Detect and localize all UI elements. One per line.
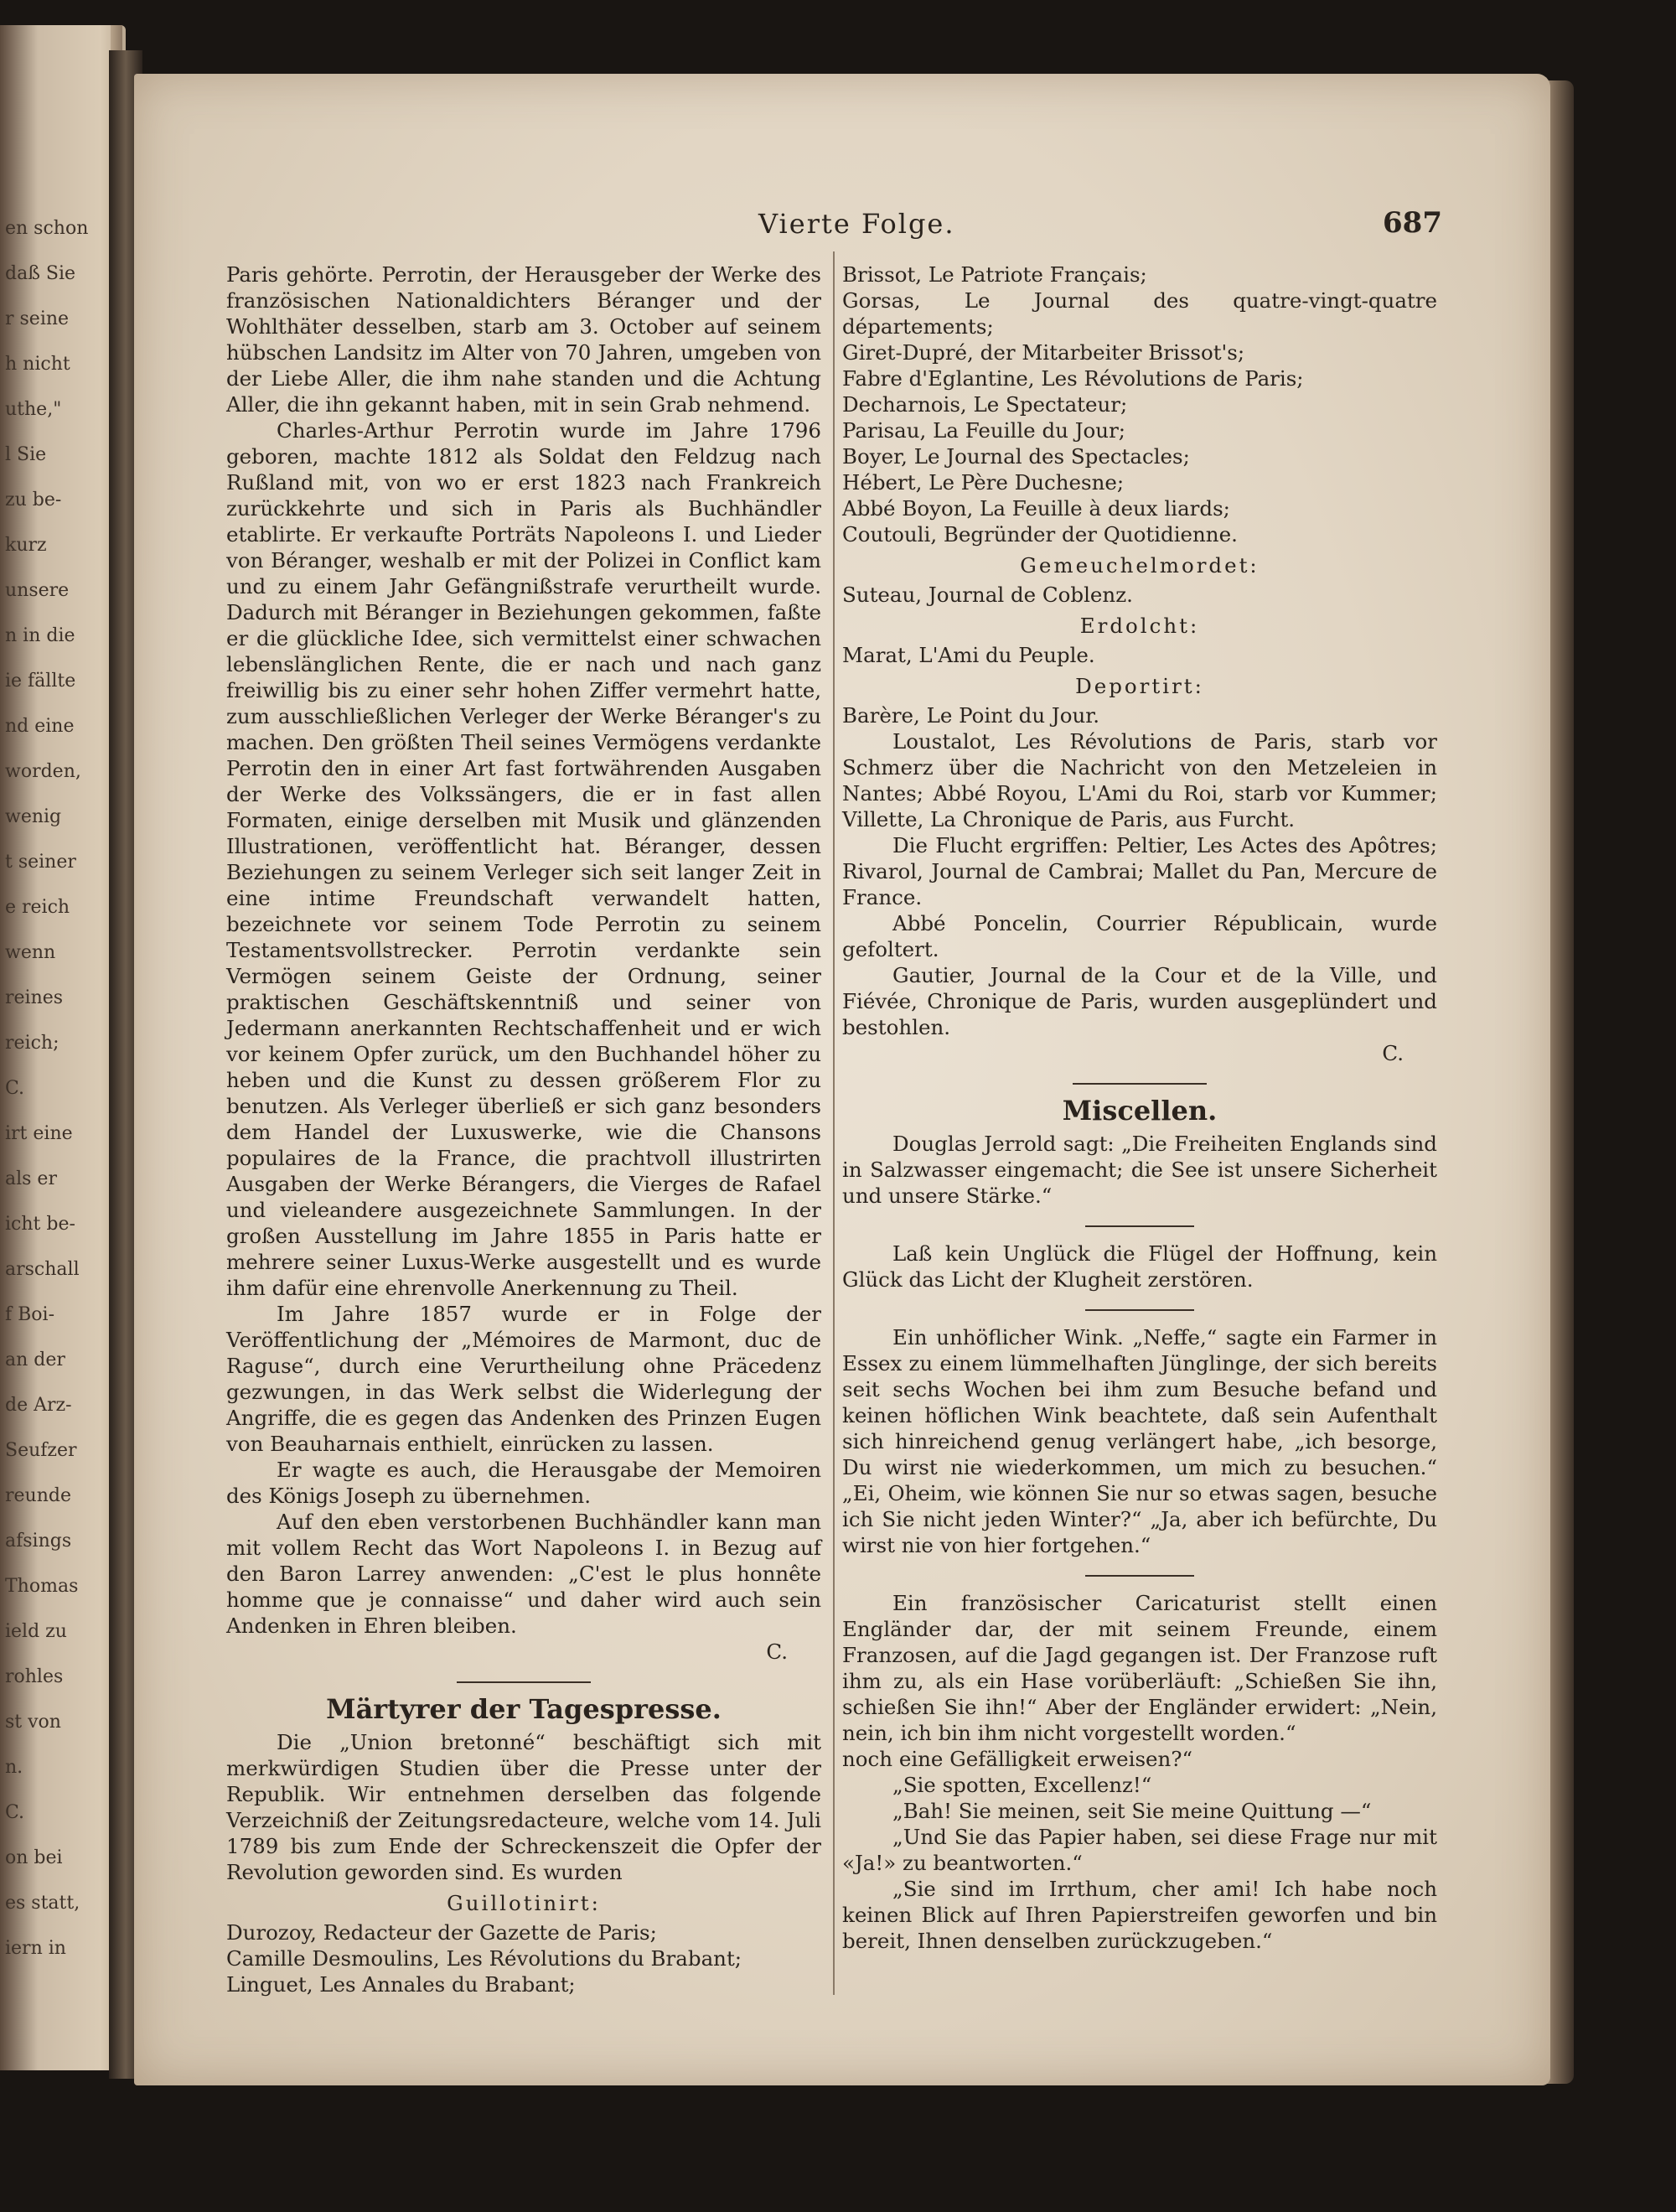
previous-page-fragment: e reich (5, 897, 70, 918)
list-item: Parisau, La Feuille du Jour; (842, 418, 1126, 443)
list-item: Coutouli, Begründer der Quotidienne. (842, 522, 1238, 547)
previous-page-fragment: unsere (5, 580, 70, 601)
list-item: Abbé Boyon, La Feuille à deux liards; (842, 496, 1230, 521)
paragraph: Die Flucht ergriffen: Peltier, Les Actes des Apôtres; Rivarol, Journal de Cambrai; Mallet du Pan, Mercure de France. (842, 833, 1437, 909)
signature: C. (1382, 1041, 1404, 1065)
paragraph: Die „Union bretonné“ beschäftigt sich mit merkwürdigen Studien über die Presse unter der Republik. Wir entnehmen derselben das folgende Verzeichniß der Zeitungsredacteure, welche vom 14. Juli 1789 bis zum Ende der Schreckenszeit die Opfer der Revolution geworden sind. Es wurden (226, 1730, 821, 1884)
section-title: Miscellen. (1062, 1095, 1218, 1127)
previous-page-fragment: wenig (5, 806, 62, 827)
subheading: Erdolcht: (1079, 614, 1200, 638)
previous-page-fragment: kurz (5, 535, 47, 556)
previous-page-fragment: iern in (5, 1938, 66, 1959)
miscellany-item: Laß kein Unglück die Flügel der Hoffnung, kein Glück das Licht der Klugheit zerstören. (842, 1241, 1437, 1292)
list-item: Linguet, Les Annales du Brabant; (226, 1972, 576, 1997)
previous-page-fragment: icht be- (5, 1214, 75, 1235)
paragraph: Er wagte es auch, die Herausgabe der Memoiren des Königs Joseph zu übernehmen. (226, 1458, 821, 1508)
paragraph: Paris gehörte. Perrotin, der Herausgeber der Werke des französischen Nationaldichters Béranger und der Wohlthäter desselben, starb am 3. October auf seinem hübschen Landsitz im Alter von 70 Jahren, umgeben von der Liebe Aller, die ihm nahe standen und die Achtung Aller, die ihn gekannt haben, mit in sein Grab nehmend. (226, 262, 821, 417)
miscellany-line: noch eine Gefälligkeit erweisen?“ (842, 1747, 1192, 1771)
previous-page-fragment: de Arz- (5, 1395, 72, 1416)
previous-page-fragment: an der (5, 1349, 65, 1370)
previous-page-fragment: wenn (5, 942, 56, 963)
list-item: Boyer, Le Journal des Spectacles; (842, 444, 1190, 469)
column-divider (833, 251, 835, 1995)
page-number: 687 (1383, 206, 1442, 240)
previous-page-fragment: f Boi- (5, 1304, 55, 1325)
previous-page-fragment: worden, (5, 761, 81, 782)
paragraph: Gautier, Journal de la Cour et de la Ville, und Fiévée, Chronique de Paris, wurden ausgeplündert und bestohlen. (842, 963, 1437, 1039)
section-title: Märtyrer der Tagespresse. (326, 1693, 722, 1725)
subheading: Guillotinirt: (447, 1891, 601, 1915)
previous-page (0, 25, 126, 2070)
previous-page-fragment: ie fällte (5, 671, 76, 692)
previous-page-fragment: r seine (5, 308, 70, 329)
previous-page-fragment: es statt, (5, 1893, 80, 1914)
previous-page-fragment: l Sie (5, 444, 47, 465)
divider-rule (1085, 1575, 1194, 1577)
signature: C. (766, 1640, 788, 1664)
list-item: Camille Desmoulins, Les Révolutions du Brabant; (226, 1946, 742, 1971)
previous-page-fragment: nd eine (5, 716, 75, 737)
list-item: Suteau, Journal de Coblenz. (842, 583, 1133, 607)
paragraph: Loustalot, Les Révolutions de Paris, starb vor Schmerz über die Nachricht von den Metzeleien in Nantes; Abbé Royou, L'Ami du Roi, starb vor Kummer; Villette, La Chronique de Paris, aus Furcht. (842, 729, 1437, 831)
list-item: Giret-Dupré, der Mitarbeiter Brissot's; (842, 340, 1245, 365)
previous-page-fragment: zu be- (5, 490, 62, 510)
previous-page-fragment: st von (5, 1712, 61, 1733)
miscellany-item: Ein französischer Caricaturist stellt einen Engländer dar, der mit seinem Freunde, einem Franzosen, auf die Jagd gegangen ist. Der Franzose ruft ihm zu, als ein Hase vorüberläuft: „Schießen Sie ihn, schießen Sie ihn!“ Aber der Engländer erwidert: „Nein, nein, ich bin ihm nicht vorgestellt worden.“ (842, 1591, 1437, 1745)
list-item: Fabre d'Eglantine, Les Révolutions de Paris; (842, 366, 1304, 391)
list-item: Barère, Le Point du Jour. (842, 703, 1100, 728)
previous-page-fragment: C. (5, 1802, 25, 1823)
paragraph: Auf den eben verstorbenen Buchhändler kann man mit vollem Recht das Wort Napoleons I. in Bezug auf den Baron Larrey anwenden: „C'est le plus honnête homme que je connaisse“ und daher wird auch sein Andenken in Ehren bleiben. (226, 1510, 821, 1638)
running-title: Vierte Folge. (758, 208, 955, 240)
previous-page-fragment: t seiner (5, 852, 76, 873)
previous-page-fragment: irt eine (5, 1123, 73, 1144)
previous-page-fragment: Seufzer (5, 1440, 77, 1461)
list-item: Brissot, Le Patriote Français; (842, 262, 1147, 287)
paragraph: Im Jahre 1857 wurde er in Folge der Veröffentlichung der „Mémoires de Marmont, duc de Raguse“, durch eine Verurtheilung ohne Präcedenz gezwungen, in das Werk selbst die Widerlegung der Angriffe, die es gegen das Andenken des Prinzen Eugen von Beauharnais enthielt, einrücken zu lassen. (226, 1302, 821, 1456)
previous-page-fragment: uthe," (5, 399, 62, 420)
previous-page-fragment: afsings (5, 1531, 72, 1552)
left-column (226, 262, 821, 1997)
previous-page-fragment: daß Sie (5, 263, 76, 284)
divider-rule (1073, 1083, 1207, 1085)
list-item: Durozoy, Redacteur der Gazette de Paris; (226, 1920, 657, 1945)
previous-page-fragment: rohles (5, 1666, 64, 1687)
list-item: Gorsas, Le Journal des quatre-vingt-quatre départements; (842, 288, 1437, 339)
paragraph: Charles-Arthur Perrotin wurde im Jahre 1796 geboren, machte 1812 als Soldat den Feldzug nach Rußland mit, von wo er erst 1823 nach Frankreich zurückkehrte und sich in Paris als Buchhändler etablirte. Er verkaufte Porträts Napoleons I. und Lieder von Béranger, weshalb er mit der Polizei in Conflict kam und zu einem Jahr Gefängnißstrafe verurtheilt wurde. Dadurch mit Béranger in Beziehungen gekommen, faßte er die glückliche Idee, sich vermittelst einer schwachen lebenslänglichen Rente, die er nach und nach ganz freiwillig bis zu einer sehr hohen Ziffer vermehrt hatte, zum ausschließlichen Verleger der Werke Béranger's zu machen. Den größten Theil seines Vermögens verdankte Perrotin den in einer Art fast fortwährenden Ausgaben der Werke des Volkssängers, die er in fast allen Formaten, einige derselben mit Musik und glänzenden Illustrationen, veröffentlicht hat. Béranger, dessen Beziehungen zu seinem Verleger sich seit langer Zeit in eine intime Freundschaft verwandelt hatten, bezeichnete vor seinem Tode Perrotin zu seinem Testamentsvollstrecker. Perrotin verdankte sein Vermögen seinem Geiste der Ordnung, seiner praktischen Geschäftskenntniß und seiner von Jedermann anerkannten Rechtschaffenheit und er wich vor keinem Opfer zurück, um den Buchhandel höher zu heben und die Kunst zu dessen größerem Flor zu benutzen. Als Verleger überließ er sich ganz besonders dem Handel der Luxuswerke, wie die Chansons populaires de la France, die prachtvoll illustrirten Ausgaben der Werke Bérangers, die Vierges de Rafael und vieleandere ausgezeichnete Sammlungen. In der großen Ausstellung im Jahre 1855 in Paris hatte er mehrere seiner Luxus-Werke ausgestellt und es wurde ihm dafür eine ehrenvolle Anerkennung zu Theil. (226, 418, 821, 1300)
previous-page-fragment: en schon (5, 218, 89, 239)
previous-page-fragment: reines (5, 987, 64, 1008)
divider-rule (1085, 1225, 1194, 1227)
previous-page-fragment: als er (5, 1168, 57, 1189)
miscellany-line: „Und Sie das Papier haben, sei diese Frage nur mit «Ja!» zu beantworten.“ (842, 1825, 1437, 1875)
previous-page-fragment: n. (5, 1757, 23, 1778)
previous-page-fragment: reich; (5, 1033, 59, 1054)
previous-page-fragment: Thomas (5, 1576, 79, 1597)
previous-page-fragment: ield zu (5, 1621, 67, 1642)
previous-page-fragment: arschall (5, 1259, 80, 1280)
previous-page-fragment: n in die (5, 625, 75, 646)
miscellany-item: Douglas Jerrold sagt: „Die Freiheiten Englands sind in Salzwasser eingemacht; die See ist unsere Sicherheit und unsere Stärke.“ (842, 1132, 1437, 1208)
previous-page-fragment: on bei (5, 1847, 63, 1868)
paragraph: Abbé Poncelin, Courrier Républicain, wurde gefoltert. (842, 911, 1437, 961)
previous-page-fragment: reunde (5, 1485, 71, 1506)
miscellany-item: Ein unhöflicher Wink. „Neffe,“ sagte ein Farmer in Essex zu einem lümmelhaften Jünglinge, der sich bereits seit sechs Wochen bei ihm zum Besuche befand und keinen höflichen Wink beachtete, daß sein Aufenthalt sich hinreichend genug verlängert habe, „ich besorge, Du wirst nie wiederkommen, um mich zu besuchen.“ „Ei, Oheim, wie können Sie nur so etwas sagen, besuche ich Sie nicht jeden Winter?“ „Ja, aber ich befürchte, Du wirst nie von hier fortgehen.“ (842, 1325, 1437, 1557)
miscellany-line: „Sie spotten, Excellenz!“ (892, 1773, 1152, 1797)
list-item: Decharnois, Le Spectateur; (842, 392, 1128, 417)
previous-page-fragment: C. (5, 1078, 25, 1099)
right-column (842, 262, 1437, 1954)
miscellany-line: „Sie sind im Irrthum, cher ami! Ich habe noch keinen Blick auf Ihren Papierstreifen geworfen und bin bereit, Ihnen denselben zurückzugeben.“ (842, 1877, 1437, 1953)
subheading: Gemeuchelmordet: (1020, 553, 1260, 578)
list-item: Hébert, Le Père Duchesne; (842, 470, 1125, 495)
miscellany-line: „Bah! Sie meinen, seit Sie meine Quittung —“ (892, 1799, 1372, 1823)
divider-rule (1085, 1309, 1194, 1311)
list-item: Marat, L'Ami du Peuple. (842, 643, 1095, 667)
subheading: Deportirt: (1075, 674, 1204, 698)
previous-page-fragment: h nicht (5, 354, 70, 375)
divider-rule (457, 1681, 591, 1683)
